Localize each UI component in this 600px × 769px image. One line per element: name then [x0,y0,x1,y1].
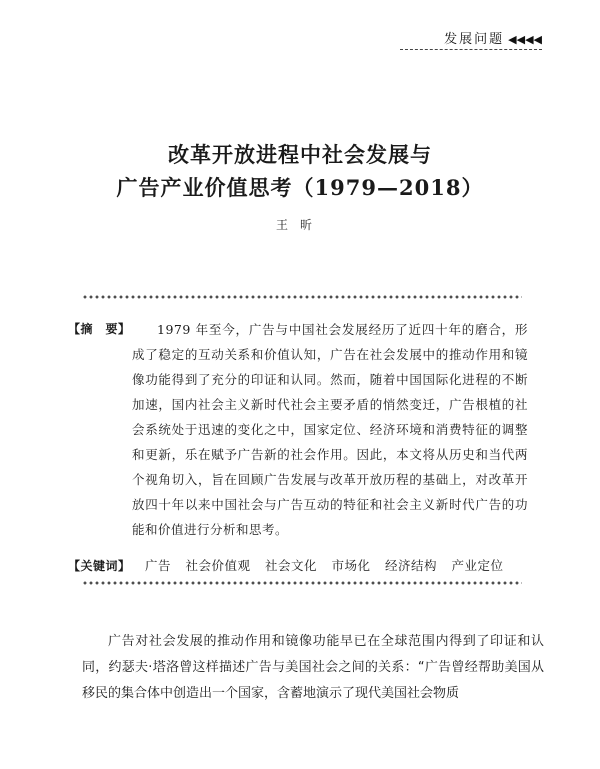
section-header [444,28,542,47]
abstract-text: 1979 年至今，广告与中国社会发展经历了近四十年的磨合，形成了稳定的互动关系和价值认知，广告在社会发展中的推动作用和镜像功能得到了充分的印证和认同。然而，随着中国国际化进程的不断加速，国内社会主义新时代社会主要矛盾的悄然变迁，广告根植的社会系统处于迅速的变化之中，国家定位、经济环境和消费特征的调整和更新，乐在赋予广告新的社会作用。因此，本文将从历史和当代两个视角切入，旨在回顾广告发展与改革开放历程的基础上，对改革开放四十年以来中国社会与广告互动的特征和社会主义新时代广告的功能和价值进行分析和思考。 [132,322,528,537]
keywords [68,556,528,574]
header-rule [400,49,542,50]
keywords-label: 【关键词】 [68,559,131,573]
keyword: 经济结构 [385,558,438,573]
title-line-1: 改革开放进程中社会发展与 [168,142,432,167]
body-paragraph: 广告对社会发展的推动作用和镜像功能早已在全球范围内得到了印证和认同，约瑟夫·塔洛曾这样描述广告与美国社会之间的关系：“广告曾经帮助美国从移民的集合体中创造出一个国家，含蓄地演示了现代美国社会物质 [82,634,544,701]
abstract [68,316,528,542]
author: 王昕 [275,218,324,232]
abstract-label: 【摘 要】 [68,322,131,336]
keyword: 产业定位 [451,558,504,573]
divider-top [82,294,522,300]
keyword: 广告 [145,558,172,573]
divider-bottom [82,580,522,586]
article-title [0,138,600,204]
keyword: 社会文化 [265,558,318,573]
keyword: 市场化 [331,558,371,573]
arrows-icon: ◀◀◀◀ [508,33,542,46]
section-tag: 发展问题 [444,32,505,47]
keyword: 社会价值观 [185,558,251,573]
title-line-2: 广告产业价值思考（1979—2018） [116,175,484,200]
